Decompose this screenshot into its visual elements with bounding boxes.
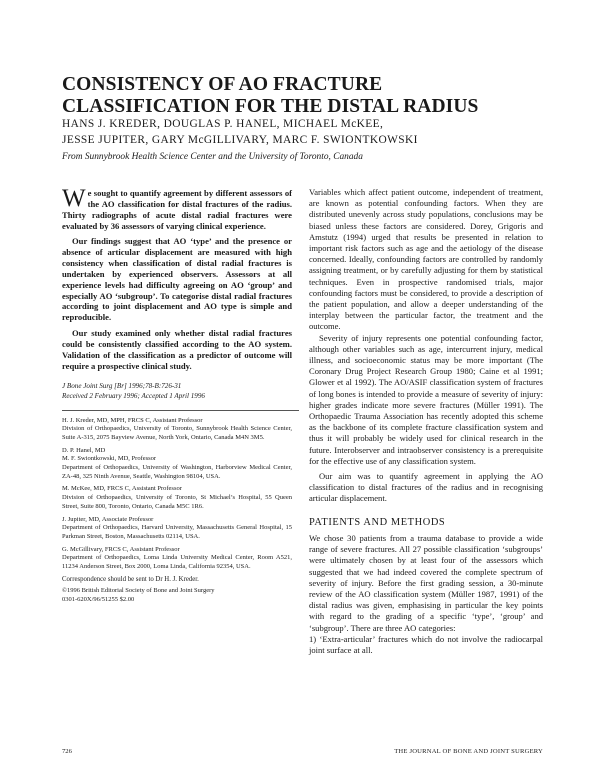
title-line-2: CLASSIFICATION FOR THE DISTAL RADIUS (62, 96, 479, 117)
abstract-paragraph-3: Our study examined only whether distal radial fractures could be consistently classified according to the AO system. Validation of the classification as a predictor of outcome will require a prospective clinical study. (62, 328, 292, 371)
body-paragraph: Variables which affect patient outcome, independent of treatment, are known as potential confounding factors. When they are distributed unevenly across study populations, conclusions may be biased unless these factors are considered. Dorey, Grigoris and Amstutz (1994) urged that results be presented in relation to important risk factors such as age and the aetiology of the disease concerned. Ideally, confounding factors are controlled by randomly assigning treatment, or by carefully adjusting for them by statistical techniques. Even in prospective randomised trials, major confounding factors must be considered, to provide a description of the patient population, and allow a deeper understanding of the interplay between the particular factor, the treatment and the outcome. (309, 187, 543, 332)
footnote-divider (62, 410, 299, 411)
affiliation: From Sunnybrook Health Science Center and the University of Toronto, Canada (62, 152, 363, 162)
citation: J Bone Joint Surg [Br] 1996;78-B:726-31 (62, 381, 182, 390)
author-note: J. Jupiter, MD, Associate Professor Department of Orthopaedics, Harvard University, Massachusetts General Hospital, 15 Parkman Street, Boston, Massachusetts 02114, USA. (62, 515, 292, 540)
body-paragraph: Our aim was to quantify agreement in applying the AO classification to distal fractures of the radius and in recognising articular displacement. (309, 471, 543, 504)
article-title (62, 74, 542, 118)
abstract-paragraph-1: We sought to quantify agreement by different assessors of the AO classification for distal fractures of the radius. Thirty radiographs of acute distal radial fractures were evaluated by 36 assessors of varying clinical experience. (62, 185, 292, 231)
received-dates: Received 2 February 1996; Accepted 1 April 1996 (62, 391, 205, 400)
author-note: M. F. Swiontkowski, MD, Professor Department of Orthopaedics, University of Washington, Harborview Medical Center, ZA-48, 325 Ninth Avenue, Seattle, Washington 98104, USA. (62, 455, 292, 480)
list-item: 1) ‘Extra-articular’ fractures which do not involve the radiocarpal joint surface at all. (309, 633, 543, 655)
copyright: ©1996 British Editorial Society of Bone and Joint Surgery 0301-620X/96/51255 $2.00 (62, 587, 215, 604)
section-heading: PATIENTS AND METHODS (309, 516, 446, 528)
page-number: 726 (62, 748, 72, 755)
author-note: H. J. Kreder, MD, MPH, FRCS C, Assistant Professor Division of Orthopaedics, University of Toronto, Sunnybrook Health Science Center, Suite A-315, 2075 Bayview Avenue, North York, Ontario, Canada M4N 3M5. (62, 416, 292, 441)
author-list (62, 117, 562, 148)
body-paragraph: We chose 30 patients from a trauma database to provide a wide range of severe fractures. All 27 possible classification ‘subgroups’ were ultimately chosen by at least four of the assessors which suggested that we had indeed covered the complete spectrum of severity of injury. Before the first grading session, a 30-minute review of the AO classification system (Müller 1987, 1991) of the distal radius was given, emphasising in particular the key points with regard to the grading of a specific ‘type’, ‘group’ and ‘subgroup’. There are three AO categories: (309, 532, 543, 633)
authors-line-2: JESSE JUPITER, GARY McGILLIVARY, MARC F. SWIONTKOWSKI (62, 133, 418, 146)
left-column (62, 185, 292, 605)
right-column (309, 187, 543, 656)
drop-cap: W (62, 185, 86, 212)
author-note: G. McGillivary, FRCS C, Assistant Professor Department of Orthopaedics, Loma Linda University Medical Center, Room A521, 11234 Anderson Street, Box 2000, Loma Linda, California 92354, USA. (62, 545, 292, 571)
abstract (62, 185, 292, 372)
abstract-paragraph-2: Our findings suggest that AO ‘type’ and the presence or absence of articular displacement are measured with high consistency when classification of distal radial fractures is undertaken by experienced observers. Assessors at all experience levels had difficulty agreeing on AO ‘group’ and especially AO ‘subgroup’. To categorise distal radial fractures according to joint displacement and AO type is simple and reproducible. (62, 236, 292, 323)
author-note: M. McKee, MD, FRCS C, Assistant Professor Division of Orthopaedics, University of Toronto, St Michael’s Hospital, 55 Queen Street, Suite 800, Toronto, Ontario, Canada M5C 1R6. (62, 485, 292, 510)
authors-line-1: HANS J. KREDER, DOUGLAS P. HANEL, MICHAEL McKEE, (62, 118, 384, 130)
title-line-1: CONSISTENCY OF AO FRACTURE (62, 74, 383, 95)
body-paragraph: Severity of injury represents one potential confounding factor, although other variables such as age, intercurrent injury, medical illness, and socioeconomic status may be more important (The Coronary Drug Project Research Group 1980; Caine et al 1991; Glower et al 1992). The AO/ASIF classification system of fractures of long bones is intended to provide a measure of severity of injury: higher grades indicate more severe fractures (Müller 1991). The Orthopaedic Trauma Association has recently adopted this scheme as the backbone of its complete fracture classification system and thus it will probably be widely used for clinical research in the future. Interobserver and intraobserver consistency is a prerequisite for the effective use of any classification system. (309, 332, 543, 466)
author-notes (62, 417, 292, 605)
journal-reference (62, 381, 292, 401)
author-note: D. P. Hanel, MD (62, 446, 106, 454)
correspondence: Correspondence should be sent to Dr H. J. Kreder. (62, 575, 199, 583)
running-footer: THE JOURNAL OF BONE AND JOINT SURGERY (394, 748, 543, 755)
